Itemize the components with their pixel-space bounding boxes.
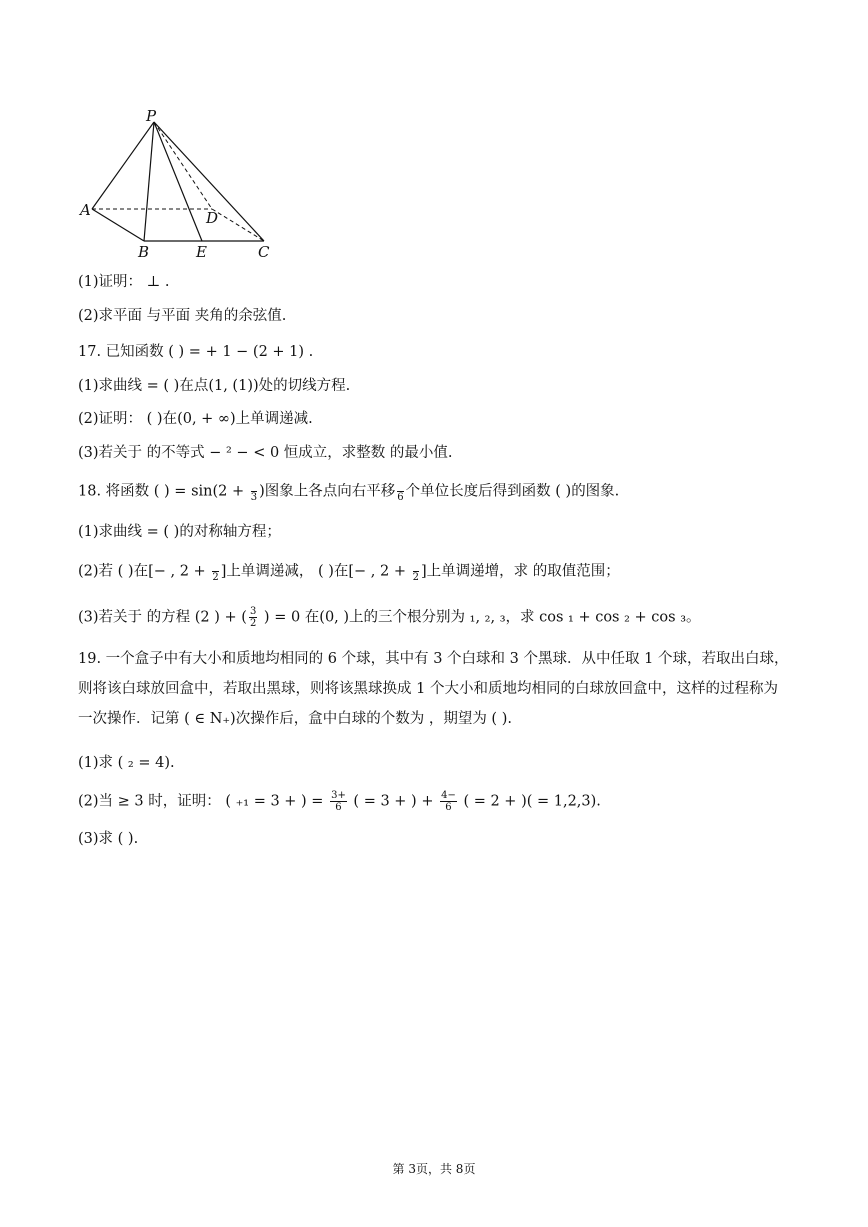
fraction: [212, 560, 218, 583]
q19-p2-b: ( = 3 + ) +: [348, 793, 439, 810]
fraction-den: 6: [445, 802, 452, 813]
fraction: [330, 790, 347, 813]
label-A: A: [80, 201, 91, 219]
fraction: [440, 790, 457, 813]
fraction-num: 3+: [331, 790, 346, 801]
pyramid-figure: [78, 105, 288, 265]
fraction-den: 2: [249, 618, 257, 629]
q19-part1: (1)求 ( ₂ = 4).: [78, 755, 175, 771]
fraction: [413, 560, 419, 583]
q18-p2-b: ]上单调递减， ( )在[− , 2 +: [220, 563, 411, 580]
fraction-den: 6: [335, 802, 342, 813]
label-B: B: [138, 243, 150, 261]
q18-p3-a: (3)若关于 的方程 (2 ) + (: [78, 609, 247, 626]
fraction: [249, 606, 257, 629]
q16-part1: (1)证明： ⊥ .: [78, 274, 170, 290]
edge-PE: [154, 122, 202, 241]
q18-stem-a: 18. 将函数 ( ) = sin(2 +: [78, 483, 249, 500]
label-C: C: [258, 243, 270, 261]
fraction-den: 3: [250, 492, 258, 503]
q18-part3: [78, 606, 701, 629]
q18-part2: [78, 560, 620, 583]
q19-p2-c: ( = 2 + )( = 1,2,3).: [458, 793, 601, 810]
edge-PB: [144, 122, 154, 241]
fraction-den: 6: [397, 492, 404, 503]
q18-stem-b: )图象上各点向右平移: [259, 483, 396, 500]
edge-AB: [92, 209, 144, 241]
q17-stem: 17. 已知函数 ( ) = + 1 − (2 + 1) .: [78, 344, 314, 360]
q19-part3: (3)求 ( ).: [78, 831, 139, 847]
edge-PA: [92, 122, 154, 209]
q19-part2: [78, 790, 601, 813]
q16-part2: (2)求平面 与平面 夹角的余弦值.: [78, 308, 287, 324]
fraction-num: 3: [249, 606, 257, 617]
q18-stem-c: 个单位长度后得到函数 ( )的图象.: [405, 483, 620, 500]
q17-part2: (2)证明： ( )在(0, + ∞)上单调递减.: [78, 411, 313, 427]
q19-stem: 19. 一个盒子中有大小和质地均相同的 6 个球，其中有 3 个白球和 3 个黑球．从中任取 1 个球，若取出白球，则将该白球放回盒中，若取出黑球，则将该黑球换成 1 个大小和质地均相同的白球放回盒中，这样的过程称为一次操作．记第 ( ∈ N₊)次操作后，盒中白球的个数为 ，期望为 ( ).: [78, 651, 789, 727]
q18-p2-c: ]上单调递增，求 的取值范围；: [420, 563, 620, 580]
label-D: D: [206, 209, 219, 227]
edge-DC: [212, 209, 264, 241]
q17-part1: (1)求曲线 = ( )在点(1, (1))处的切线方程.: [78, 378, 351, 394]
q18-p3-b: ) = 0 在(0, )上的三个根分别为 ₁, ₂, ₃，求 cos ₁ + cos ₂ + cos ₃。: [259, 609, 701, 626]
label-P: P: [146, 107, 157, 125]
q18-part1: (1)求曲线 = ( )的对称轴方程；: [78, 524, 281, 540]
fraction-num: 4−: [441, 790, 456, 801]
fraction: [251, 480, 257, 503]
fraction-den: 2: [212, 572, 219, 583]
fraction-den: 2: [412, 572, 419, 583]
fraction: [397, 480, 403, 503]
q18-stem: [78, 480, 619, 503]
label-E: E: [196, 243, 207, 261]
page-footer: 第 3页，共 8页: [392, 1162, 476, 1176]
q19-p2-a: (2)当 ≥ 3 时，证明： ( ₊₁ = 3 + ) =: [78, 793, 329, 810]
q17-part3: (3)若关于 的不等式 − ² − < 0 恒成立，求整数 的最小值.: [78, 445, 453, 461]
q18-p2-a: (2)若 ( )在[− , 2 +: [78, 563, 211, 580]
edge-PD: [154, 122, 212, 209]
